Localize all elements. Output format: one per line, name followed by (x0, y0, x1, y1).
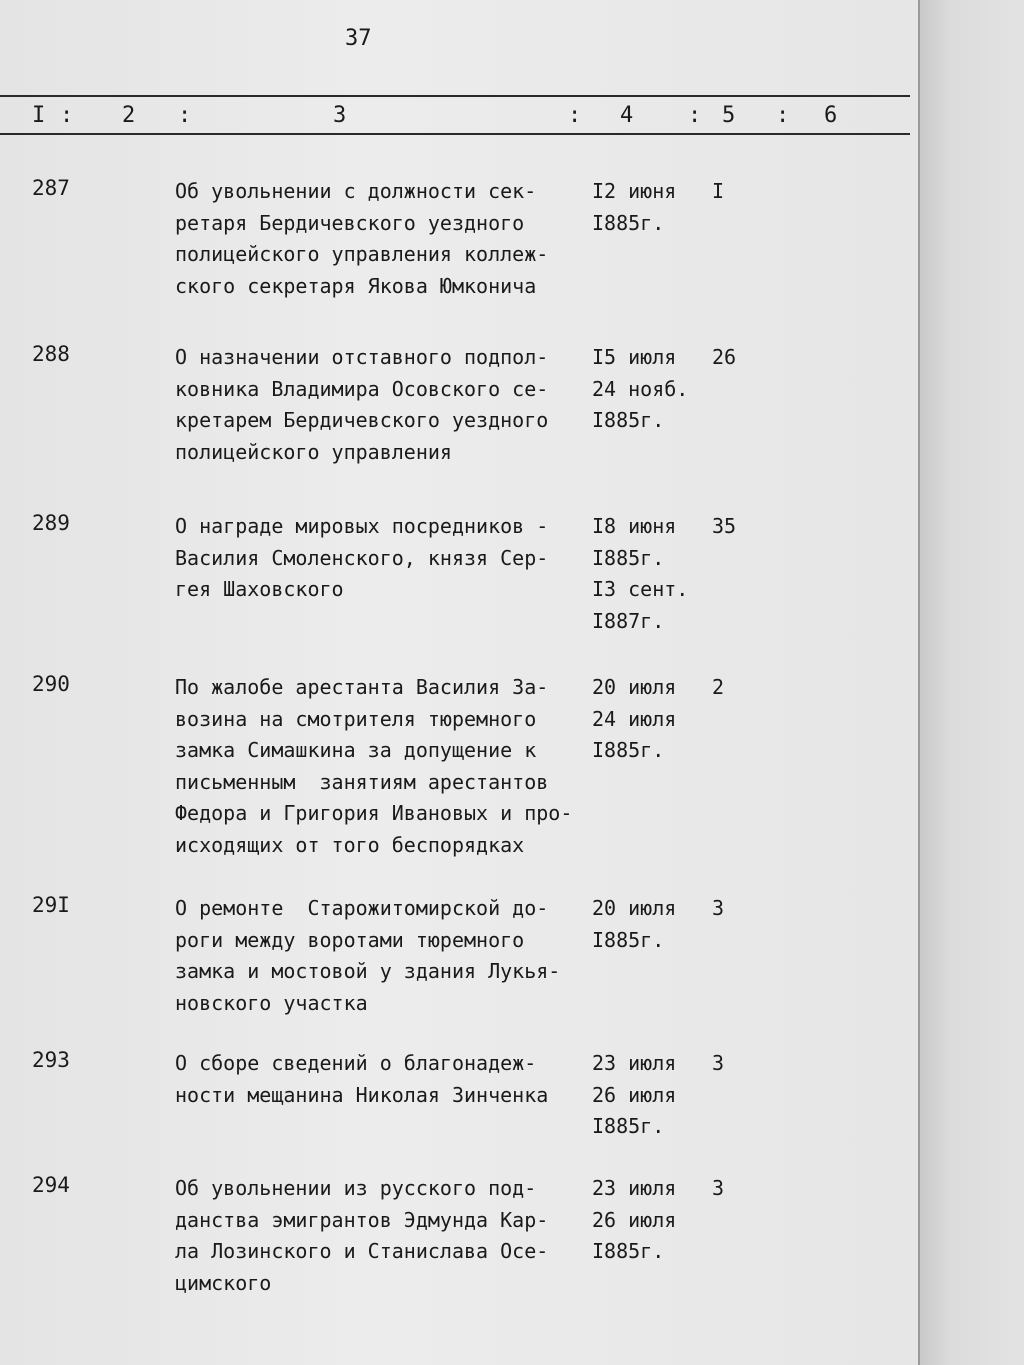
entry-number: 29I (32, 893, 70, 917)
date-line: 23 июля (592, 1051, 677, 1075)
column-header-4: 4 (620, 103, 634, 128)
entry-sheet-count: 2 (712, 675, 725, 699)
description-line: По жалобе арестанта Василия За- (175, 675, 549, 699)
date-line: 20 июля (592, 896, 677, 920)
column-header-3: 3 (333, 103, 347, 128)
description-line: письменным занятиям арестантов (175, 769, 549, 794)
entry-sheet-count: 3 (712, 896, 725, 920)
date-line: I885г. (592, 1114, 665, 1138)
description-line: О сборе сведений о благонадеж- (175, 1051, 537, 1075)
description-line: ского секретаря Якова Юмконича (175, 273, 537, 298)
entry-dates (592, 176, 712, 239)
description-line: ла Лозинского и Станислава Осе- (175, 1239, 549, 1263)
description-line: возина на смотрителя тюремного (175, 706, 537, 731)
date-line: I885г. (592, 545, 665, 570)
entry-sheet-count: 35 (712, 514, 737, 538)
description-line: Федора и Григория Ивановых и про- (175, 801, 573, 825)
entry-number: 290 (32, 672, 70, 696)
entry-dates (592, 1173, 712, 1268)
description-line: Василия Смоленского, князя Сер- (175, 545, 549, 570)
column-header-1: I (32, 103, 46, 128)
entry-number: 287 (32, 176, 70, 200)
description-line: ковника Владимира Осовского се- (175, 376, 549, 401)
entry-number: 293 (32, 1048, 70, 1072)
description-line: О ремонте Старожитомирской до- (175, 896, 549, 920)
column-separator: : (688, 103, 702, 128)
entry-dates (592, 1048, 712, 1143)
description-line: Об увольнении с должности сек- (175, 179, 537, 203)
date-line: 24 нояб. (592, 376, 689, 401)
date-line: I3 сент. (592, 577, 689, 601)
column-separator: : (178, 103, 192, 128)
column-header-2: 2 (122, 103, 136, 128)
date-line: I885г. (592, 408, 665, 432)
description-line: роги между воротами тюремного (175, 927, 525, 952)
date-line: I885г. (592, 738, 665, 762)
description-line: Об увольнении из русского под- (175, 1176, 537, 1200)
page-number: 37 (345, 26, 372, 51)
entry-description (175, 511, 595, 606)
column-header-5: 5 (722, 103, 736, 128)
entry-sheet-count: 3 (712, 1176, 725, 1200)
entry-description (175, 1048, 595, 1111)
entry-description (175, 1173, 595, 1299)
entry-sheet-count: 26 (712, 345, 737, 369)
description-line: кретарем Бердичевского уездного (175, 408, 549, 432)
header-rule-bottom (0, 133, 910, 135)
column-header-6: 6 (824, 103, 838, 128)
entry-number: 289 (32, 511, 70, 535)
entry-number: 288 (32, 342, 70, 366)
description-line: данства эмигрантов Эдмунда Кар- (175, 1207, 549, 1232)
date-line: I2 июня (592, 179, 677, 203)
column-separator: : (568, 103, 582, 128)
page-edge (918, 0, 1024, 1365)
date-line: 24 июля (592, 706, 677, 731)
column-separator: : (776, 103, 790, 128)
entry-description (175, 672, 595, 861)
date-line: I8 июня (592, 514, 677, 538)
date-line: 20 июля (592, 675, 677, 699)
description-line: новского участка (175, 990, 368, 1015)
description-line: ности мещанина Николая Зинченка (175, 1082, 549, 1107)
entry-description (175, 176, 595, 302)
entry-dates (592, 672, 712, 767)
description-line: цимского (175, 1270, 272, 1295)
description-line: гея Шаховского (175, 577, 344, 601)
entry-sheet-count: I (712, 179, 725, 203)
entry-description (175, 342, 595, 468)
entry-dates (592, 511, 712, 637)
entry-sheet-count: 3 (712, 1051, 725, 1075)
description-line: О награде мировых посредников - (175, 514, 549, 538)
date-line: I5 июля (592, 345, 677, 369)
description-line: О назначении отставного подпол- (175, 345, 549, 369)
description-line: полицейского управления коллеж- (175, 242, 549, 266)
description-line: исходящих от того беспорядках (175, 832, 525, 857)
date-line: I885г. (592, 927, 665, 952)
description-line: полицейского управления (175, 439, 452, 464)
description-line: ретаря Бердичевского уездного (175, 210, 525, 235)
date-line: I885г. (592, 210, 665, 235)
entry-dates (592, 342, 712, 437)
entry-dates (592, 893, 712, 956)
column-separator: : (60, 103, 74, 128)
date-line: 23 июля (592, 1176, 677, 1200)
description-line: замка и мостовой у здания Лукья- (175, 959, 561, 983)
entry-description (175, 893, 595, 1019)
header-rule-top (0, 95, 910, 97)
date-line: I885г. (592, 1239, 665, 1263)
date-line: 26 июля (592, 1082, 677, 1107)
description-line: замка Симашкина за допущение к (175, 738, 537, 762)
date-line: I887г. (592, 608, 665, 633)
date-line: 26 июля (592, 1207, 677, 1232)
entry-number: 294 (32, 1173, 70, 1197)
